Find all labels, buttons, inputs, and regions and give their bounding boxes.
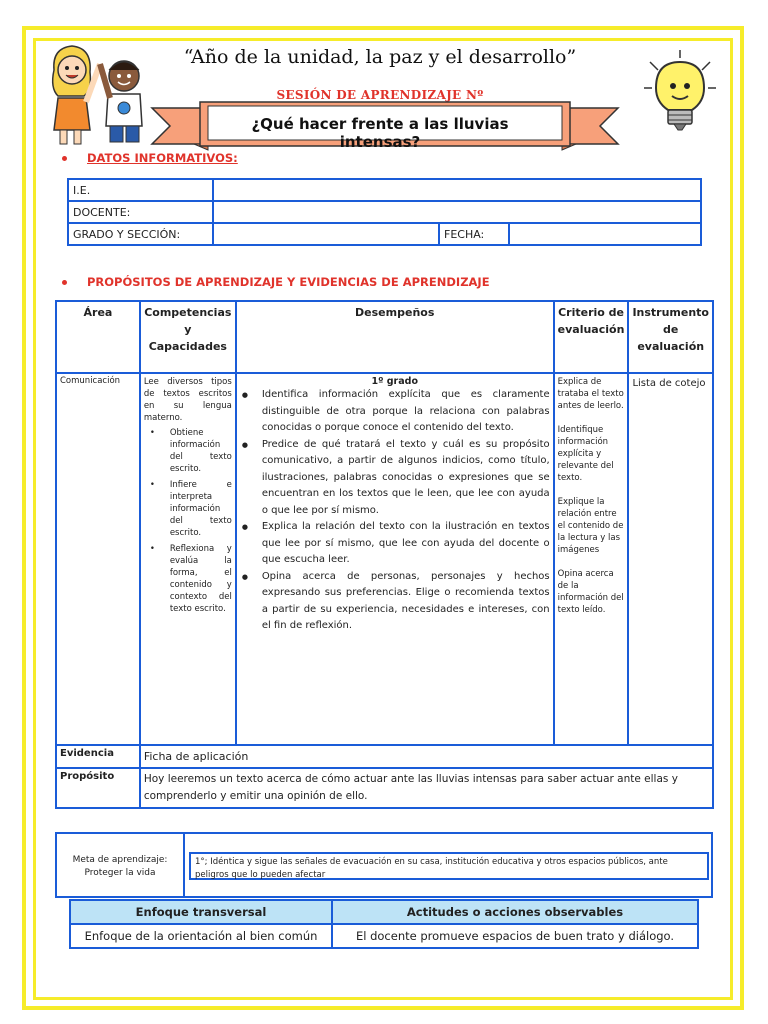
header-area: Área [56, 301, 140, 373]
grado-label: GRADO Y SECCIÓN: [68, 223, 213, 245]
session-title: ¿Qué hacer frente a las lluvias intensas? [251, 115, 509, 151]
datos-table [67, 178, 702, 246]
propositos-table [55, 300, 714, 809]
meta-box [55, 832, 713, 898]
desempenos-cell [236, 373, 554, 745]
enfoque-header: Enfoque transversal [70, 900, 332, 924]
desempeno-item: ● Identifica información explícita que es claramente distinguible de otra porque la relaciona con palabras conocidas o porque conoce el contenido del texto. [240, 387, 550, 437]
docente-label: DOCENTE: [68, 201, 213, 223]
criterio-item: Explique la relación entre el contenido de la lectura y las imágenes [557, 497, 624, 555]
header-criterio: Criterio de evaluación [554, 301, 629, 373]
ie-label: I.E. [68, 179, 213, 201]
area-cell: Comunicación [56, 373, 140, 745]
grade-label: 1º grado [371, 376, 418, 387]
desempeno-item: ● Opina acerca de personas, personajes y hechos expresando sus preferencias. Elige o recomienda textos a partir de su experiencia, necesidades e intereses, con el fin de reflexión. [240, 569, 550, 635]
header-competencias: Competencias y Capacidades [140, 301, 236, 373]
header-desempenos: Desempeños [236, 301, 554, 373]
criterio-item: Identifique información explícita y relevante del texto. [557, 425, 614, 483]
propositos-section-title: PROPÓSITOS DE APRENDIZAJE Y EVIDENCIAS DE APRENDIZAJE [62, 275, 490, 289]
criterio-cell [554, 373, 629, 745]
docente-field[interactable] [213, 201, 701, 223]
enfoque-value: Enfoque de la orientación al bien común [70, 924, 332, 948]
criterio-item: Opina acerca de la información del texto leído. [557, 569, 624, 615]
competencias-cell [140, 373, 236, 745]
desempeno-item: ● Predice de qué tratará el texto y cuál es su propósito comunicativo, a partir de algunos indicios, como título, ilustraciones, palabras conocidas o expresiones que se encuentran en los textos que le leen, que lee con ayuda o que lee por sí mismo. [240, 437, 550, 520]
meta-value: 1°; Idéntica y sigue las señales de evacuación en su casa, institución educativa y otros espacios públicos, ante peligros que lo pueden afectar [189, 852, 709, 880]
header-instrumento: Instrumento de evaluación [628, 301, 713, 373]
meta-label: Meta de aprendizaje: Proteger la vida [57, 834, 185, 896]
year-motto: “Año de la unidad, la paz y el desarrollo” [183, 46, 577, 68]
session-label: SESIÓN DE APRENDIZAJE Nº [276, 88, 484, 102]
bullet-icon [62, 280, 67, 285]
capacidad-item: • Reflexiona y evalúa la forma, el contenido y contexto del texto escrito. [144, 543, 232, 615]
enfoque-table [69, 899, 699, 949]
fecha-label: FECHA: [439, 223, 509, 245]
proposito-label: Propósito [56, 768, 140, 808]
desempeno-item: ● Explica la relación del texto con la ilustración en textos que lee por sí mismo, que lee con ayuda del docente o que escucha leer. [240, 519, 550, 569]
competencia-intro: Lee diversos tipos de textos escritos en su lengua materno. [143, 377, 232, 423]
actitudes-value: El docente promueve espacios de buen trato y diálogo. [332, 924, 698, 948]
bullet-icon [62, 156, 67, 161]
lightbulb-icon [642, 48, 718, 138]
datos-section-title: DATOS INFORMATIVOS: [62, 151, 238, 165]
proposito-value: Hoy leeremos un texto acerca de cómo actuar ante las lluvias intensas para saber actuar ante ellas y comprenderlo y emitir una opinión de ello. [140, 768, 713, 808]
evidencia-label: Evidencia [56, 745, 140, 768]
capacidad-item: • Infiere e interpreta información del texto escrito. [144, 479, 232, 539]
grado-field[interactable] [213, 223, 439, 245]
instrumento-cell: Lista de cotejo [628, 373, 713, 745]
capacidad-item: • Obtiene información del texto escrito. [144, 427, 232, 475]
ie-field[interactable] [213, 179, 701, 201]
evidencia-value: Ficha de aplicación [140, 745, 713, 768]
actitudes-header: Actitudes o acciones observables [332, 900, 698, 924]
fecha-field[interactable] [509, 223, 701, 245]
criterio-item: Explica de trataba el texto antes de leerlo. [557, 377, 624, 411]
